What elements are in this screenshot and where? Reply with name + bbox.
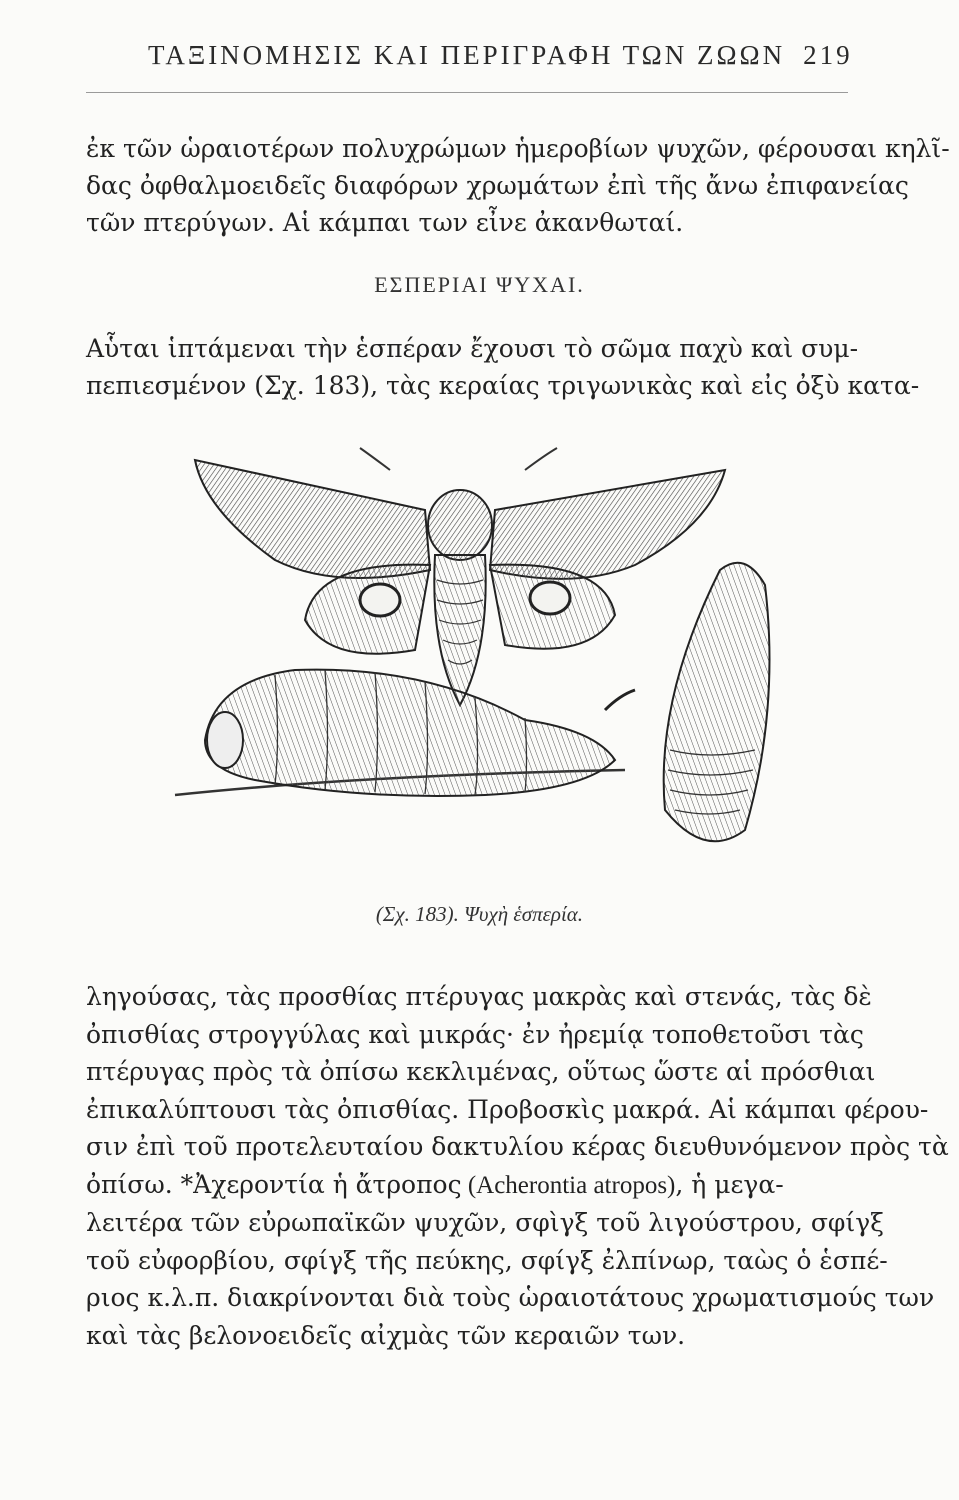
page-number: 219 <box>803 40 853 70</box>
moth-engraving-svg <box>165 450 885 880</box>
text-line: ριος κ.λ.π. διακρίνονται διὰ τοὺς ὡραιοτάτους χρωματισμούς των <box>86 1283 935 1312</box>
caterpillar <box>175 670 635 796</box>
paragraph-3 <box>86 978 949 1354</box>
text-span: ὀπίσω. <box>86 1169 181 1199</box>
adult-moth <box>195 448 725 705</box>
paragraph-1 <box>86 130 950 241</box>
text-line: λειτέρα τῶν εὐρωπαϊκῶν ψυχῶν, σφὶγξ τοῦ λιγούστρου, σφίγξ <box>86 1208 884 1237</box>
paragraph-2 <box>86 330 920 404</box>
text-line: δας ὀφθαλμοειδεῖς διαφόρων χρωμάτων ἐπὶ τῆς ἄνω ἐπιφανείας <box>86 171 909 200</box>
header-rule <box>86 92 848 93</box>
text-line: ἐκ τῶν ὡραιοτέρων πολυχρώμων ἡμεροβίων ψυχῶν, φέρουσαι κηλῖ- <box>86 134 950 163</box>
species-name: *Ἀχεροντία ἡ ἄτροπος <box>180 1169 462 1199</box>
text-line: τοῦ εὐφορβίου, σφίγξ τῆς πεύκης, σφίγξ ἐλπίνωρ, ταὼς ὁ ἑσπέ- <box>86 1245 888 1275</box>
text-line: καὶ τὰς βελονοειδεῖς αἰχμὰς τῶν κεραιῶν των. <box>86 1320 686 1350</box>
pupa <box>664 563 770 842</box>
text-line: ἐπικαλύπτουσι τὰς ὀπισθίας. Προβοσκὶς μακρά. Αἱ κάμπαι φέρου- <box>86 1094 929 1124</box>
latin-name: (Acherontia atropos) <box>461 1171 676 1199</box>
section-heading: ΕΣΠΕΡΙΑΙ ΨΥΧΑΙ. <box>374 272 585 297</box>
text-line: πτέρυγας πρὸς τὰ ὀπίσω κεκλιμένας, οὕτως ὥστε αἱ πρόσθιαι <box>86 1057 876 1086</box>
text-line: Αὗται ἱπτάμεναι τὴν ἑσπέραν ἔχουσι τὸ σῶμα παχὺ καὶ συμ- <box>86 334 859 363</box>
text-span: , ἡ μεγα- <box>675 1169 784 1199</box>
header-title: ΤΑΞΙΝΟΜΗΣΙΣ ΚΑΙ ΠΕΡΙΓΡΑΦΗ ΤΩΝ ΖΩΩΝ <box>148 40 786 70</box>
text-line: σιν ἐπὶ τοῦ προτελευταίου δακτυλίου κέρας διευθυνόμενον πρὸς τὰ <box>86 1132 949 1161</box>
text-line: ληγούσας, τὰς προσθίας πτέρυγας μακρὰς καὶ στενάς, τὰς δὲ <box>86 982 872 1011</box>
figure-caption: (Σχ. 183). Ψυχὴ ἑσπερία. <box>375 902 584 926</box>
text-line <box>86 1166 876 1205</box>
text-line: τῶν πτερύγων. Αἱ κάμπαι των εἶνε ἀκανθωταί. <box>86 208 684 237</box>
text-line: πεπιεσμένον (Σχ. 183), τὰς κεραίας τριγωνικὰς καὶ εἰς ὀξὺ κατα- <box>86 371 920 400</box>
text-line: ὀπισθίας στρογγύλας καὶ μικράς· ἐν ἠρεμίᾳ τοποθετοῦσι τὰς <box>86 1019 864 1049</box>
running-header <box>148 40 868 71</box>
moth-illustration <box>165 450 885 880</box>
